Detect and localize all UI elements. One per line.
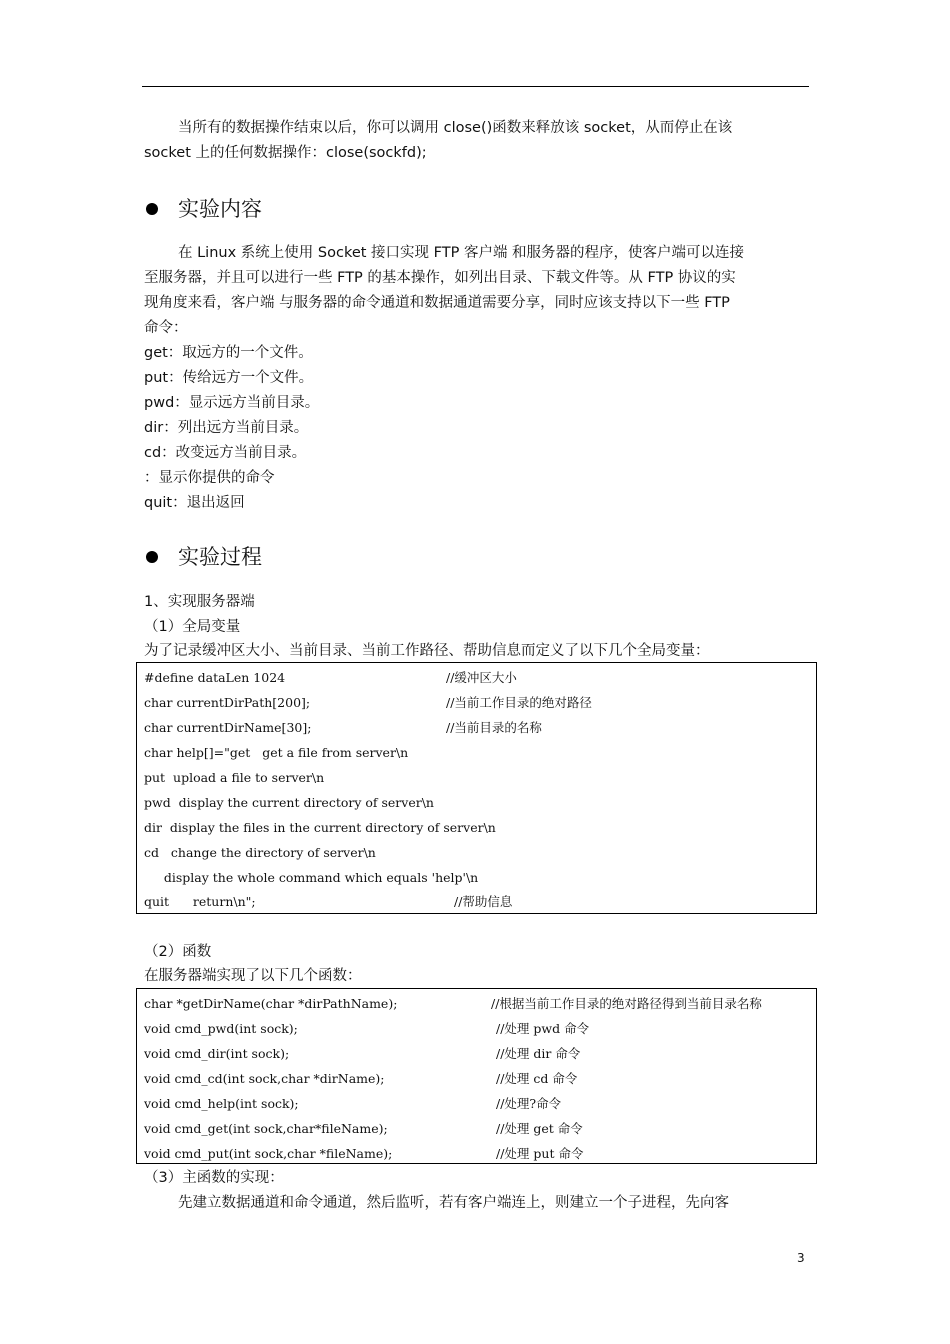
content-paragraph-line: 现角度来看，客户端 与服务器的命令通道和数据通道需要分享，同时应该支持以下一些 FTP bbox=[144, 295, 730, 311]
code-line: void cmd_help(int sock); bbox=[144, 1096, 299, 1111]
subsection-heading: （1）全局变量 bbox=[144, 619, 241, 635]
subsection-description: 为了记录缓冲区大小、当前目录、当前工作路径、帮助信息而定义了以下几个全局变量： bbox=[144, 643, 710, 659]
command-item: dir：列出远方当前目录。 bbox=[144, 420, 309, 436]
section-heading-content: 实验内容 bbox=[178, 197, 262, 221]
code-line: void cmd_dir(int sock); bbox=[144, 1046, 290, 1061]
bullet-icon bbox=[146, 203, 158, 215]
code-line: quit return\n"; bbox=[144, 894, 256, 909]
intro-line-1: 当所有的数据操作结束以后，你可以调用 close()函数来释放该 socket，从而停止在该 bbox=[178, 120, 733, 136]
subsection-heading: （2）函数 bbox=[144, 944, 212, 960]
code-comment: //处理 get 命令 bbox=[496, 1121, 583, 1136]
code-line: cd change the directory of server\n bbox=[144, 845, 376, 860]
code-line: pwd display the current directory of server\n bbox=[144, 795, 434, 810]
code-comment: //根据当前工作目录的绝对路径得到当前目录名称 bbox=[491, 996, 762, 1011]
code-comment: //处理 cd 命令 bbox=[496, 1071, 578, 1086]
code-comment: //当前工作目录的绝对路径 bbox=[446, 695, 592, 710]
page-number: 3 bbox=[797, 1251, 805, 1265]
intro-line-2: socket 上的任何数据操作：close(sockfd); bbox=[144, 145, 427, 161]
subsection-description: 在服务器端实现了以下几个函数： bbox=[144, 968, 362, 984]
content-paragraph-line: 在 Linux 系统上使用 Socket 接口实现 FTP 客户端 和服务器的程序，使客户端可以连接 bbox=[178, 245, 745, 261]
code-comment: //处理 dir 命令 bbox=[496, 1046, 581, 1061]
step-heading: 1、实现服务器端 bbox=[144, 594, 255, 610]
code-line: put upload a file to server\n bbox=[144, 770, 325, 785]
command-item: pwd：显示远方当前目录。 bbox=[144, 395, 320, 411]
code-line: char currentDirName[30]; bbox=[144, 720, 312, 735]
code-line: void cmd_get(int sock,char*fileName); bbox=[144, 1121, 388, 1136]
subsection-description: 先建立数据通道和命令通道，然后监听，若有客户端连上，则建立一个子进程，先向客 bbox=[178, 1195, 729, 1211]
code-line: void cmd_put(int sock,char *fileName); bbox=[144, 1146, 393, 1161]
code-comment: //处理 put 命令 bbox=[496, 1146, 584, 1161]
code-line: void cmd_cd(int sock,char *dirName); bbox=[144, 1071, 385, 1086]
code-comment: //处理 pwd 命令 bbox=[496, 1021, 590, 1036]
code-line: #define dataLen 1024 bbox=[144, 670, 286, 685]
command-item: ：显示你提供的命令 bbox=[144, 470, 275, 486]
code-comment: //当前目录的名称 bbox=[446, 720, 542, 735]
command-item: cd：改变远方当前目录。 bbox=[144, 445, 307, 461]
code-comment: //帮助信息 bbox=[454, 894, 513, 909]
command-item: put：传给远方一个文件。 bbox=[144, 370, 314, 386]
code-line: dir display the files in the current directory of server\n bbox=[144, 820, 496, 835]
bullet-icon bbox=[146, 551, 158, 563]
section-heading-process: 实验过程 bbox=[178, 545, 262, 569]
header-rule bbox=[142, 86, 809, 87]
subsection-heading: （3）主函数的实现： bbox=[144, 1170, 284, 1186]
command-item: quit：退出返回 bbox=[144, 495, 245, 511]
code-comment: //缓冲区大小 bbox=[446, 670, 517, 685]
code-line: char *getDirName(char *dirPathName); bbox=[144, 996, 398, 1011]
code-line: char help[]="get get a file from server\n bbox=[144, 745, 409, 760]
code-line: void cmd_pwd(int sock); bbox=[144, 1021, 298, 1036]
content-paragraph-line: 命令： bbox=[144, 320, 188, 336]
content-paragraph-line: 至服务器，并且可以进行一些 FTP 的基本操作，如列出目录、下载文件等。从 FTP 协议的实 bbox=[144, 270, 736, 286]
code-line: char currentDirPath[200]; bbox=[144, 695, 311, 710]
code-line: display the whole command which equals 'help'\n bbox=[144, 870, 479, 885]
command-item: get：取远方的一个文件。 bbox=[144, 345, 313, 361]
code-comment: //处理?命令 bbox=[496, 1096, 562, 1111]
